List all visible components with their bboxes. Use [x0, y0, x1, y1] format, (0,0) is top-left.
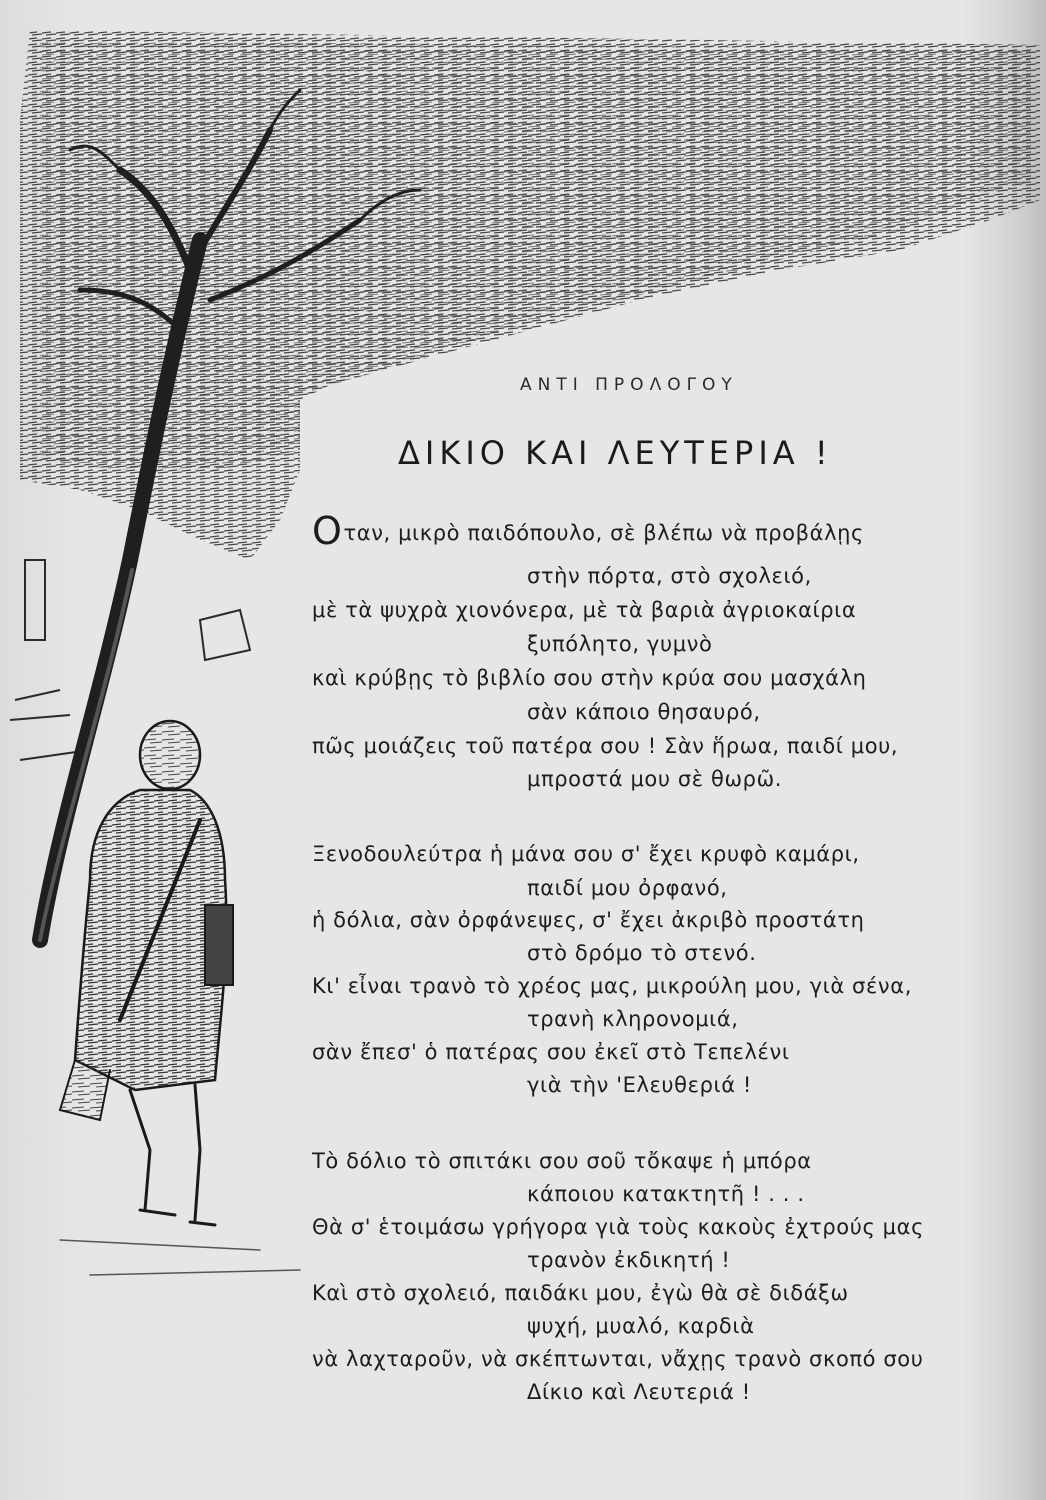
poem-line: Καὶ στὸ σχολειό, παιδάκι μου, ἐγὼ θὰ σὲ διδάξω: [312, 1281, 849, 1305]
poem-line: Κι' εἶναι τρανὸ τὸ χρέος μας, μικρούλη μου, γιὰ σένα,: [312, 974, 912, 998]
poem-line: ψυχή, μυαλό, καρδιὰ: [527, 1314, 755, 1338]
poem-line: καὶ κρύβῃς τὸ βιβλίο σου στὴν κρύα σου μασχάλη: [312, 666, 867, 690]
poem-line: στὸ δρόμο τὸ στενό.: [527, 941, 757, 965]
poem-line: πῶς μοιάζεις τοῦ πατέρα σου ! Σὰν ἥρωα, παιδί μου,: [312, 734, 899, 758]
boy-figure: [60, 721, 300, 1275]
drop-cap: Ο: [312, 509, 343, 553]
poem-line: νὰ λαχταροῦν, νὰ σκέπτωνται, νἄχῃς τρανὸ σκοπό σου: [312, 1347, 924, 1371]
poem-line: μὲ τὰ ψυχρὰ χιονόνερα, μὲ τὰ βαριὰ ἀγριοκαίρια: [312, 598, 857, 622]
poem-line: Τὸ δόλιο τὸ σπιτάκι σου σοῦ τὄκαψε ἡ μπόρα: [312, 1149, 812, 1173]
sky-hatching: [20, 30, 1040, 560]
poem-line: γιὰ τὴν 'Ελευθεριά !: [527, 1073, 752, 1097]
poem-line: στὴν πόρτα, στὸ σχολειό,: [527, 564, 812, 588]
poem-line: Θὰ σ' ἑτοιμάσω γρήγορα γιὰ τοὺς κακοὺς ἐχτρούς μας: [312, 1215, 924, 1239]
poem-title: ΔΙΚΙΟ ΚΑΙ ΛΕΥΤΕΡΙΑ !: [398, 434, 833, 472]
poem-line: ξυπόλητο, γυμνὸ: [527, 632, 713, 656]
poem-line: Ξενοδουλεύτρα ἡ μάνα σου σ' ἔχει κρυφὸ καμάρι,: [312, 842, 860, 866]
poem-line: παιδί μου ὀρφανό,: [527, 876, 728, 900]
poem-line: ἡ δόλια, σὰν ὀρφάνεψες, σ' ἔχει ἀκριβὸ προστάτη: [312, 908, 865, 932]
poem-line: Οταν, μικρὸ παιδόπουλο, σὲ βλέπω νὰ προβάλῃς: [312, 509, 864, 553]
poem-line: τρανὸν ἐκδικητή !: [527, 1248, 731, 1272]
poem-line: κάποιου κατακτητῆ ! . . .: [527, 1182, 805, 1206]
pre-title: ΑΝΤΙ ΠΡΟΛΟΓΟΥ: [520, 375, 738, 395]
poem-line: τρανὴ κληρονομιά,: [527, 1007, 739, 1031]
poem-line: σὰν ἔπεσ' ὁ πατέρας σου ἐκεῖ στὸ Τεπελένι: [312, 1040, 790, 1064]
poem-line: Δίκιο καὶ Λευτεριά !: [527, 1380, 751, 1404]
poem-line: σὰν κάποιο θησαυρό,: [527, 700, 761, 724]
poem-line: μπροστά μου σὲ θωρῶ.: [527, 767, 783, 791]
